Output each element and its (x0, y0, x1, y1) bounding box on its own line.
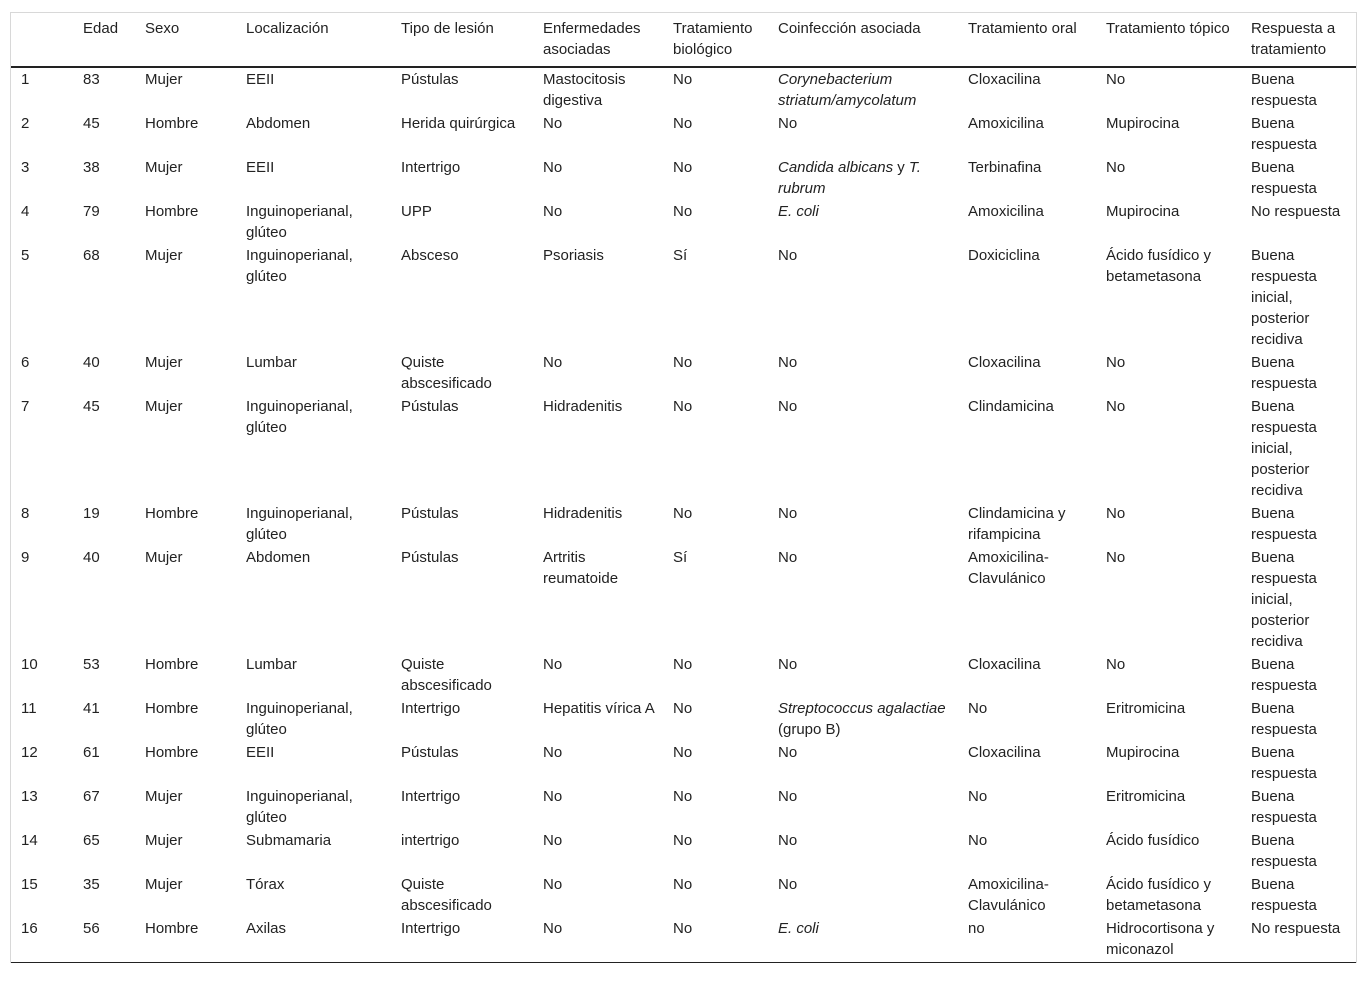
header-coinfeccion-asociada: Coinfección asociada (768, 13, 958, 67)
cell-index: 13 (21, 788, 38, 805)
cell-coinfeccion-asociada (768, 917, 958, 963)
cell-sexo: Mujer (145, 832, 183, 849)
cell-tipo-lesion: Absceso (401, 247, 459, 264)
cell-coinfeccion-asociada: No (778, 247, 798, 264)
cell-tipo-lesion: Pústulas (401, 398, 459, 415)
cell-sexo: Mujer (145, 247, 183, 264)
table-header-row (11, 13, 1356, 67)
cell-respuesta-tratamiento: Buena respuesta (1251, 115, 1317, 153)
cell-enfermedades-asociadas: Hidradenitis (543, 505, 623, 522)
cell-respuesta-tratamiento: Buena respuesta inicial, posterior recidiva (1251, 549, 1317, 650)
table-row (11, 785, 1356, 829)
text: (grupo B) (778, 721, 841, 738)
cell-localizacion: Lumbar (246, 354, 297, 371)
italic-text: Streptococcus agalactiae (778, 700, 946, 717)
cell-tipo-lesion: Quiste abscesificado (401, 876, 492, 914)
cell-enfermedades-asociadas: Hidradenitis (543, 398, 623, 415)
cell-localizacion: Abdomen (246, 549, 311, 566)
italic-text: T. rubrum (778, 159, 921, 197)
cell-localizacion: EEII (246, 159, 275, 176)
cell-tratamiento-topico: Ácido fusídico y betametasona (1106, 247, 1212, 285)
cell-tratamiento-topico: Eritromicina (1106, 788, 1186, 805)
cell-respuesta-tratamiento: Buena respuesta (1251, 700, 1317, 738)
cell-respuesta-tratamiento: Buena respuesta (1251, 159, 1317, 197)
cell-enfermedades-asociadas: No (543, 876, 563, 893)
cell-edad: 35 (83, 876, 100, 893)
cell-tratamiento-oral: Terbinafina (968, 159, 1042, 176)
cell-tratamiento-oral: No (968, 700, 988, 717)
cell-sexo: Hombre (135, 917, 236, 963)
cell-enfermedades-asociadas: No (543, 159, 563, 176)
cell-tratamiento-biologico: No (673, 354, 693, 371)
cell-edad: 40 (83, 549, 100, 566)
table-row (11, 244, 1356, 351)
cell-coinfeccion-asociada: No (778, 505, 798, 522)
header-sexo: Sexo (135, 13, 236, 67)
cell-index: 6 (21, 354, 30, 371)
cell-tratamiento-oral: Cloxacilina (968, 71, 1041, 88)
cell-localizacion: Inguinoperianal, glúteo (246, 398, 353, 436)
cell-tratamiento-biologico: No (673, 700, 693, 717)
table-row (11, 653, 1356, 697)
cell-index: 2 (21, 115, 30, 132)
cell-sexo: Mujer (145, 354, 183, 371)
cell-localizacion: Tórax (246, 876, 285, 893)
cell-sexo: Hombre (145, 744, 199, 761)
cell-tratamiento-oral: Amoxicilina-Clavulánico (968, 876, 1049, 914)
italic-text: Candida albicans (778, 159, 894, 176)
cell-tipo-lesion: Herida quirúrgica (401, 115, 516, 132)
cell-respuesta-tratamiento: Buena respuesta (1251, 656, 1317, 694)
header-localizacion: Localización (236, 13, 391, 67)
cell-coinfeccion-asociada: No (778, 115, 798, 132)
cell-coinfeccion-asociada: No (778, 656, 798, 673)
cell-tratamiento-oral: Doxiciclina (968, 247, 1040, 264)
cell-tratamiento-oral: Clindamicina (968, 398, 1054, 415)
cell-tipo-lesion: Intertrigo (401, 159, 461, 176)
cell-tratamiento-oral: Amoxicilina (968, 115, 1044, 132)
cell-index: 3 (21, 159, 30, 176)
cell-coinfeccion-asociada: No (778, 354, 798, 371)
cell-respuesta-tratamiento: Buena respuesta inicial, posterior recidiva (1251, 398, 1317, 499)
cell-enfermedades-asociadas: Hepatitis vírica A (543, 700, 655, 717)
cell-sexo: Mujer (145, 549, 183, 566)
header-enfermedades-asociadas: Enfermedades asociadas (533, 13, 663, 67)
cell-sexo: Mujer (145, 398, 183, 415)
cell-enfermedades-asociadas: No (543, 744, 563, 761)
cell-tratamiento-topico: No (1106, 505, 1126, 522)
cell-tratamiento-biologico: No (663, 917, 768, 963)
cell-tratamiento-biologico: No (673, 398, 693, 415)
header-tratamiento-topico: Tratamiento tópico (1096, 13, 1241, 67)
table-row (11, 502, 1356, 546)
cell-tratamiento-oral: Amoxicilina-Clavulánico (968, 549, 1049, 587)
cell-respuesta-tratamiento: Buena respuesta (1251, 876, 1317, 914)
cell-index: 16 (11, 917, 73, 963)
cell-tratamiento-topico: Mupirocina (1106, 115, 1180, 132)
cell-enfermedades-asociadas: Psoriasis (543, 247, 604, 264)
cell-tipo-lesion: Pústulas (401, 549, 459, 566)
cell-localizacion: Inguinoperianal, glúteo (246, 203, 353, 241)
header-tratamiento-biologico: Tratamiento biológico (663, 13, 768, 67)
table-row (11, 741, 1356, 785)
cell-tratamiento-oral: Cloxacilina (968, 744, 1041, 761)
cell-sexo: Mujer (145, 159, 183, 176)
cell-tratamiento-biologico: Sí (673, 247, 688, 264)
cell-edad: 83 (83, 71, 100, 88)
cell-tratamiento-topico: No (1106, 71, 1126, 88)
cell-enfermedades-asociadas: Mastocitosis digestiva (543, 71, 626, 109)
cell-respuesta-tratamiento: Buena respuesta inicial, posterior recidiva (1251, 247, 1317, 348)
cell-edad: 65 (83, 832, 100, 849)
table-row (11, 67, 1356, 112)
table-body (11, 67, 1356, 963)
cell-respuesta-tratamiento: Buena respuesta (1251, 744, 1317, 782)
cell-enfermedades-asociadas: No (543, 354, 563, 371)
cell-enfermedades-asociadas: No (543, 656, 563, 673)
cell-tratamiento-biologico: No (673, 788, 693, 805)
cell-index: 7 (21, 398, 30, 415)
cell-coinfeccion-asociada: No (778, 549, 798, 566)
cell-tratamiento-oral: Cloxacilina (968, 656, 1041, 673)
cell-sexo: Mujer (145, 876, 183, 893)
cell-index: 9 (21, 549, 30, 566)
patients-table (11, 13, 1356, 963)
text: y (893, 159, 909, 176)
italic-text: E. coli (778, 203, 819, 220)
cell-coinfeccion-asociada (768, 697, 958, 741)
cell-enfermedades-asociadas: Artritis reumatoide (543, 549, 619, 587)
table-wrapper (10, 12, 1357, 963)
cell-enfermedades-asociadas: No (543, 115, 563, 132)
cell-localizacion: EEII (246, 71, 275, 88)
cell-tipo-lesion: Quiste abscesificado (401, 354, 492, 392)
cell-tratamiento-oral: Clindamicina y rifampicina (968, 505, 1066, 543)
cell-tratamiento-topico: Mupirocina (1106, 744, 1180, 761)
cell-sexo: Hombre (145, 700, 199, 717)
cell-tratamiento-oral: No (968, 788, 988, 805)
cell-localizacion: Submamaria (246, 832, 332, 849)
cell-localizacion: Inguinoperianal, glúteo (246, 505, 353, 543)
cell-respuesta-tratamiento: Buena respuesta (1251, 354, 1317, 392)
cell-enfermedades-asociadas: No (543, 788, 563, 805)
cell-respuesta-tratamiento: Buena respuesta (1251, 832, 1317, 870)
cell-tratamiento-biologico: Sí (673, 549, 688, 566)
cell-tratamiento-topico: No (1106, 159, 1126, 176)
table-row (11, 395, 1356, 502)
cell-tipo-lesion: intertrigo (401, 832, 460, 849)
table-row (11, 546, 1356, 653)
cell-enfermedades-asociadas: No (533, 917, 663, 963)
italic-text: Corynebacterium striatum/amycolatum (778, 71, 917, 109)
cell-sexo: Hombre (145, 505, 199, 522)
cell-tipo-lesion: Pústulas (401, 71, 459, 88)
cell-index: 1 (21, 71, 30, 88)
cell-edad: 38 (83, 159, 100, 176)
header-tratamiento-oral: Tratamiento oral (958, 13, 1096, 67)
table-row (11, 112, 1356, 156)
cell-tipo-lesion: Pústulas (401, 505, 459, 522)
cell-coinfeccion-asociada: No (778, 398, 798, 415)
cell-coinfeccion-asociada (768, 200, 958, 244)
cell-localizacion: Abdomen (246, 115, 311, 132)
cell-tratamiento-biologico: No (673, 505, 693, 522)
cell-edad: 68 (83, 247, 100, 264)
cell-tratamiento-oral: Cloxacilina (968, 354, 1041, 371)
cell-edad: 53 (83, 656, 100, 673)
cell-tratamiento-topico: Ácido fusídico (1106, 832, 1200, 849)
cell-sexo: Mujer (145, 71, 183, 88)
cell-tratamiento-topico: No (1106, 354, 1126, 371)
cell-tratamiento-biologico: No (673, 832, 693, 849)
cell-edad: 40 (83, 354, 100, 371)
cell-respuesta-tratamiento: Buena respuesta (1251, 71, 1317, 109)
cell-localizacion: EEII (246, 744, 275, 761)
cell-edad: 45 (83, 115, 100, 132)
cell-index: 5 (21, 247, 30, 264)
cell-localizacion: Inguinoperianal, glúteo (246, 700, 353, 738)
cell-edad: 67 (83, 788, 100, 805)
cell-sexo: Mujer (145, 788, 183, 805)
cell-localizacion: Inguinoperianal, glúteo (246, 247, 353, 285)
cell-tratamiento-topico: Ácido fusídico y betametasona (1106, 876, 1212, 914)
cell-tratamiento-oral: Amoxicilina (968, 203, 1044, 220)
cell-tratamiento-biologico: No (673, 203, 693, 220)
cell-edad: 45 (83, 398, 100, 415)
cell-tratamiento-topico: Eritromicina (1106, 700, 1186, 717)
table-row (11, 917, 1356, 963)
cell-index: 4 (21, 203, 30, 220)
cell-tratamiento-biologico: No (673, 876, 693, 893)
cell-tipo-lesion: Pústulas (401, 744, 459, 761)
cell-edad: 56 (73, 917, 135, 963)
cell-localizacion: Inguinoperianal, glúteo (246, 788, 353, 826)
cell-tratamiento-biologico: No (673, 159, 693, 176)
header-tipo-lesion: Tipo de lesión (391, 13, 533, 67)
cell-tratamiento-topico: No (1106, 656, 1126, 673)
cell-coinfeccion-asociada (768, 156, 958, 200)
cell-coinfeccion-asociada: No (778, 744, 798, 761)
cell-edad: 19 (83, 505, 100, 522)
cell-respuesta-tratamiento: Buena respuesta (1251, 505, 1317, 543)
cell-sexo: Hombre (145, 115, 199, 132)
table-row (11, 697, 1356, 741)
cell-tipo-lesion: Quiste abscesificado (401, 656, 492, 694)
cell-edad: 79 (83, 203, 100, 220)
cell-index: 11 (21, 700, 37, 717)
cell-tratamiento-biologico: No (673, 115, 693, 132)
cell-tratamiento-biologico: No (673, 744, 693, 761)
table-row (11, 873, 1356, 917)
cell-enfermedades-asociadas: No (543, 203, 563, 220)
cell-tratamiento-biologico: No (673, 656, 693, 673)
header-index (11, 13, 73, 67)
cell-tipo-lesion: UPP (401, 203, 432, 220)
cell-tratamiento-oral: no (958, 917, 1096, 963)
cell-coinfeccion-asociada: No (778, 788, 798, 805)
cell-index: 12 (21, 744, 38, 761)
cell-index: 14 (21, 832, 38, 849)
cell-tratamiento-topico: No (1106, 398, 1126, 415)
cell-tipo-lesion: Intertrigo (391, 917, 533, 963)
cell-enfermedades-asociadas: No (543, 832, 563, 849)
cell-tratamiento-topico: Mupirocina (1106, 203, 1180, 220)
cell-index: 15 (21, 876, 38, 893)
cell-edad: 61 (83, 744, 100, 761)
cell-respuesta-tratamiento: Buena respuesta (1251, 788, 1317, 826)
cell-sexo: Hombre (145, 656, 199, 673)
table-row (11, 200, 1356, 244)
cell-sexo: Hombre (145, 203, 199, 220)
header-respuesta-tratamiento: Respuesta a tratamiento (1241, 13, 1356, 67)
cell-coinfeccion-asociada (768, 67, 958, 112)
table-row (11, 829, 1356, 873)
cell-respuesta-tratamiento: No respuesta (1241, 917, 1356, 963)
cell-respuesta-tratamiento: No respuesta (1251, 203, 1341, 220)
cell-index: 10 (21, 656, 38, 673)
table-row (11, 351, 1356, 395)
cell-coinfeccion-asociada: No (778, 832, 798, 849)
cell-tipo-lesion: Intertrigo (401, 700, 461, 717)
cell-tratamiento-topico: No (1106, 549, 1126, 566)
table-row (11, 156, 1356, 200)
cell-edad: 41 (83, 700, 100, 717)
cell-index: 8 (21, 505, 30, 522)
cell-tratamiento-biologico: No (673, 71, 693, 88)
cell-coinfeccion-asociada: No (778, 876, 798, 893)
cell-tratamiento-topico: Hidrocortisona y miconazol (1096, 917, 1241, 963)
header-edad: Edad (73, 13, 135, 67)
cell-localizacion: Axilas (236, 917, 391, 963)
cell-localizacion: Lumbar (246, 656, 297, 673)
cell-tratamiento-oral: No (968, 832, 988, 849)
italic-text: E. coli (778, 920, 819, 937)
cell-tipo-lesion: Intertrigo (401, 788, 461, 805)
